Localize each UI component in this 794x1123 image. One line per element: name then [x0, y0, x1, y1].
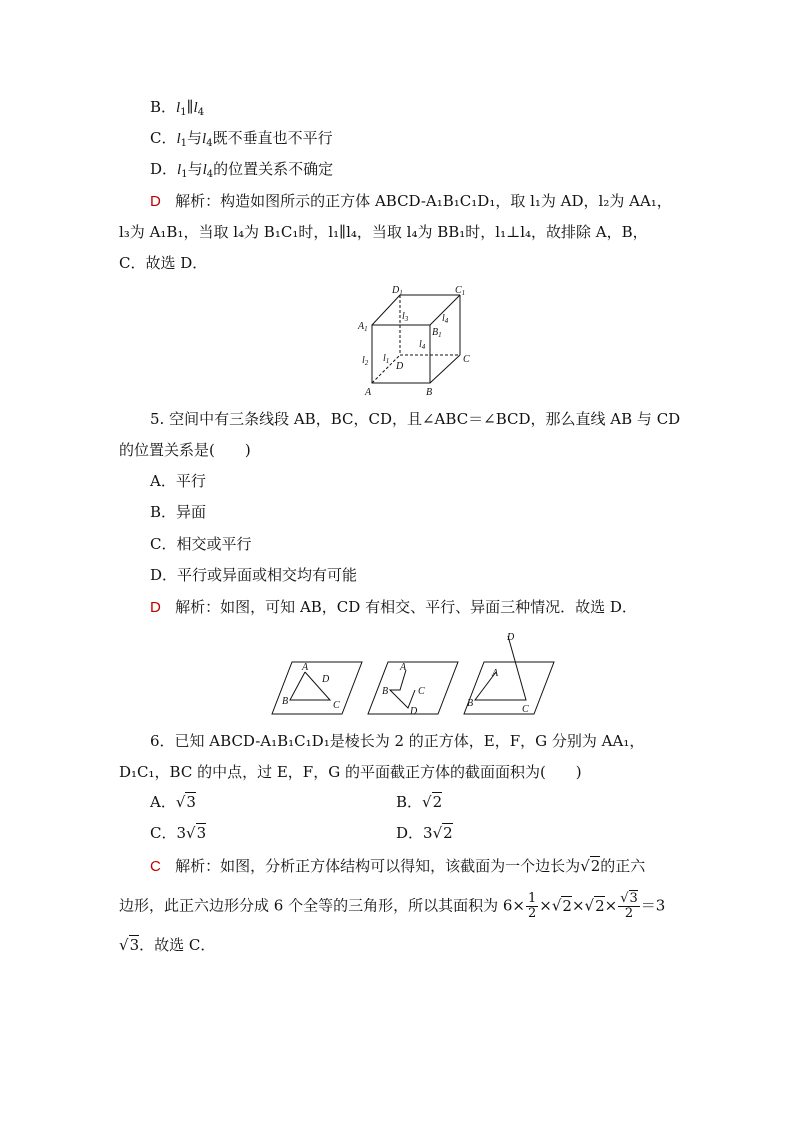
- fig2-label-B: B: [382, 686, 389, 697]
- fig3-label-D: D: [507, 632, 515, 643]
- q6-option-a: A．√3: [150, 793, 196, 811]
- cube-figure: [350, 283, 480, 398]
- q5-analysis-label: 解析: [175, 598, 206, 616]
- fig3-label-A: A: [492, 668, 499, 679]
- fig1-label-D: D: [322, 674, 330, 685]
- q5-stem-line1: 5. 空间中有三条线段 AB，BC，CD，且∠ABC＝∠BCD，那么直线 AB 与 CD: [150, 410, 681, 428]
- cube-label-B: B: [426, 387, 433, 398]
- q6-analysis-label: 解析: [175, 857, 206, 875]
- fig1-label-B: B: [282, 696, 289, 707]
- q4-option-d: D．$l_1$与$l_4$的位置关系不确定: [150, 160, 334, 180]
- fig2-label-A: A: [400, 662, 407, 673]
- q4-option-c: C．$l_1$与$l_4$既不垂直也不平行: [150, 129, 333, 149]
- fig2-label-D: D: [410, 706, 418, 717]
- q4-answer: D: [150, 193, 161, 210]
- q4-analysis-label: 解析: [175, 192, 206, 210]
- fraction-root3-over-2: $\frac{√3}{2}$: [620, 891, 638, 921]
- fig2-label-C: C: [418, 686, 425, 697]
- cube-label-A: A: [365, 387, 372, 398]
- cube-label-C: C: [463, 354, 470, 365]
- cube-label-D: D: [396, 361, 404, 372]
- q6-analysis-line1: C 解析：如图，分析正方体结构可以得知，该截面为一个边长为√2的正六: [150, 857, 646, 875]
- q5-stem-line2: 的位置关系是( ): [119, 441, 251, 459]
- q6-stem-line2: D₁C₁，BC 的中点，过 E，F，G 的平面截正方体的截面面积为( ): [119, 763, 582, 781]
- q6-analysis-line3: √3．故选 C．: [119, 936, 216, 954]
- q5-analysis: D 解析：如图，可知 AB，CD 有相交、平行、异面三种情况．故选 D．: [150, 598, 637, 616]
- q6-answer: C: [150, 858, 161, 875]
- q6-stem-line1: 6．已知 ABCD-A₁B₁C₁D₁是棱长为 2 的正方体，E，F，G 分别为 AA₁，: [150, 732, 645, 750]
- cube-label-l3: $l_3$: [402, 311, 409, 323]
- q5-option-a: A．平行: [150, 472, 206, 490]
- q5-answer: D: [150, 599, 161, 616]
- q6-option-c: C．3√3: [150, 824, 207, 842]
- fig3-label-B: B: [467, 698, 474, 709]
- q4-analysis-line3: C．故选 D．: [119, 254, 208, 272]
- cube-label-C1: $C_1$: [455, 285, 466, 297]
- q5-option-d: D．平行或异面或相交均有可能: [150, 566, 358, 584]
- fig1-label-C: C: [333, 700, 340, 711]
- q5-option-b: B．异面: [150, 503, 207, 521]
- cube-label-B1: $B_1$: [432, 327, 442, 339]
- q6-option-d: D．3√2: [396, 824, 453, 842]
- q4-option-b: B．$l_1\parallel l_4$: [150, 98, 205, 118]
- cube-label-l4b: $l_4$: [419, 339, 426, 351]
- q5-option-c: C．相交或平行: [150, 535, 252, 553]
- cube-label-l1: $l_1$: [383, 353, 390, 365]
- cube-label-l2: $l_2$: [362, 355, 369, 367]
- three-planes-figure: [270, 630, 560, 720]
- q6-analysis-line2: 边形，此正六边形分成 6 个全等的三角形，所以其面积为 6× $\frac{1}{2}$ ×√2×√2× $\frac{√3}{2}$ ＝3: [119, 891, 666, 921]
- q4-analysis-line2: l₃为 A₁B₁，当取 l₄为 B₁C₁时，l₁∥l₄，当取 l₄为 BB₁时，l₁⊥l₄，故排除 A，B，: [119, 223, 648, 241]
- cube-label-l4a: $l_4$: [442, 313, 449, 325]
- fig3-label-C: C: [522, 704, 529, 715]
- fig1-label-A: A: [302, 662, 309, 673]
- fraction-one-half: $\frac{1}{2}$: [527, 891, 537, 921]
- cube-label-A1: $A_1$: [358, 321, 368, 333]
- q4-analysis-line1: D 解析：构造如图所示的正方体 ABCD-A₁B₁C₁D₁，取 l₁为 AD，l₂为 AA₁，: [150, 192, 672, 210]
- q6-option-b: B．√2: [396, 793, 443, 811]
- cube-label-D1: $D_1$: [392, 285, 403, 297]
